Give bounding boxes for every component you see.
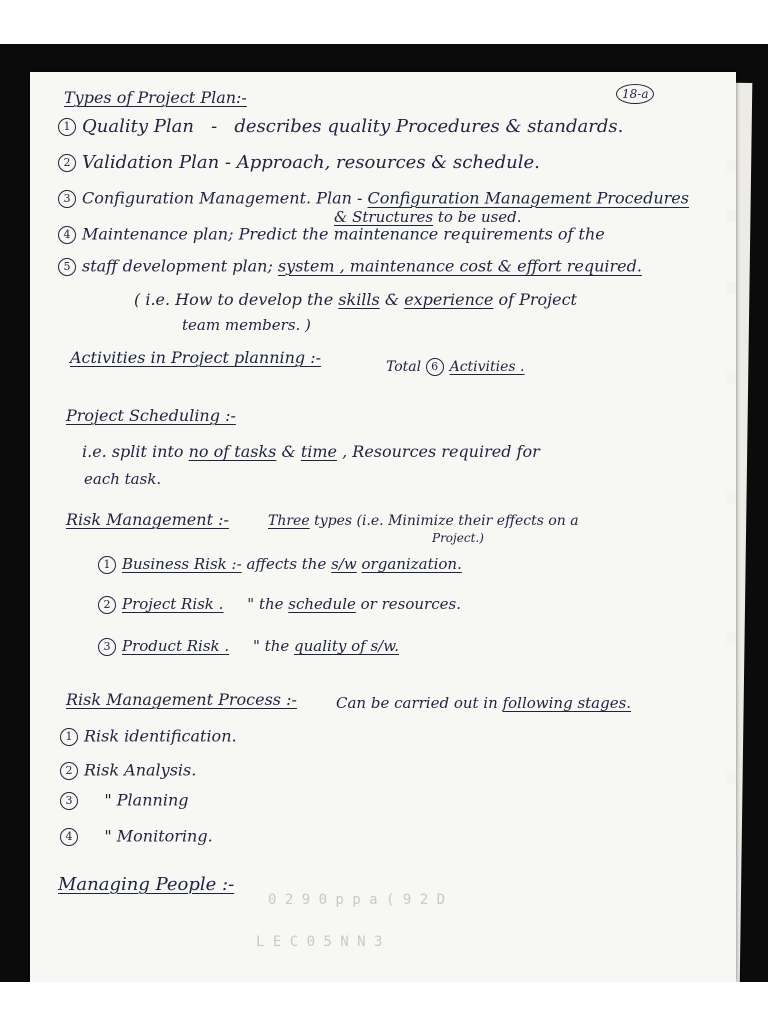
risk-heading: Risk Management :- (66, 510, 229, 529)
scheduling-heading: Project Scheduling :- (66, 406, 236, 425)
scheduling-text-cont: each task. (84, 470, 162, 488)
item-number: 3 (58, 190, 76, 208)
notebook-page (30, 72, 736, 982)
item-number: 2 (58, 154, 76, 172)
item-number: 5 (58, 258, 76, 276)
top-margin (0, 0, 768, 44)
types-heading: Types of Project Plan:- (64, 88, 247, 107)
plan-item: 4 Maintenance plan; Predict the maintenance requirements of the (58, 226, 605, 244)
page-tab (726, 492, 736, 504)
stage-item: 4 " Monitoring. (60, 828, 213, 846)
plan-item: 1 Quality Plan - describes quality Procedures & standards. (58, 118, 623, 136)
risk-item: 2 Project Risk . " the schedule or resources. (98, 596, 461, 614)
risk-item: 1 Business Risk :- affects the s/w organization. (98, 556, 462, 574)
scheduling-text: i.e. split into no of tasks & time , Resources required for (82, 442, 540, 461)
process-text: Can be carried out in following stages. (336, 694, 632, 712)
page-tab (726, 210, 736, 222)
staff-plan-note: ( i.e. How to develop the skills & experience of Project (134, 290, 577, 309)
stage-item: 3 " Planning (60, 792, 188, 810)
staff-plan-note-cont: team members. ) (182, 316, 311, 334)
page-number: 18-a (616, 84, 654, 104)
plan-item: 3 Configuration Management. Plan - Configuration Management Procedures (58, 190, 689, 208)
risk-types-cont: Project.) (432, 531, 484, 545)
people-heading: Managing People :- (58, 874, 235, 895)
stage-item: 1 Risk identification. (60, 728, 237, 746)
item-number: 4 (58, 226, 76, 244)
risk-types: Three types (i.e. Minimize their effects on a (268, 513, 579, 529)
page-tab (726, 772, 736, 784)
plan-item-continuation: & Structures to be used. (334, 208, 522, 226)
plan-item: 5 staff development plan; system , maintenance cost & effort required. (58, 258, 642, 276)
page-tab (726, 632, 736, 644)
process-heading: Risk Management Process :- (66, 690, 297, 709)
risk-item: 3 Product Risk . " the quality of s/w. (98, 638, 399, 656)
item-number: 1 (58, 118, 76, 136)
bleed-through-text: 0 2 9 0 p p a ( 9 2 D (268, 892, 446, 908)
bleed-through-text: L E C 0 5 N N 3 (256, 934, 383, 950)
plan-item: 2 Validation Plan - Approach, resources & schedule. (58, 154, 540, 172)
page-tab (726, 372, 736, 384)
activities-heading: Activities in Project planning :- (70, 348, 322, 367)
stage-item: 2 Risk Analysis. (60, 762, 196, 780)
page-tab (726, 160, 736, 172)
bottom-margin (0, 982, 768, 1024)
page-tab (726, 282, 736, 294)
activities-total: Total 6 Activities . (386, 359, 525, 375)
